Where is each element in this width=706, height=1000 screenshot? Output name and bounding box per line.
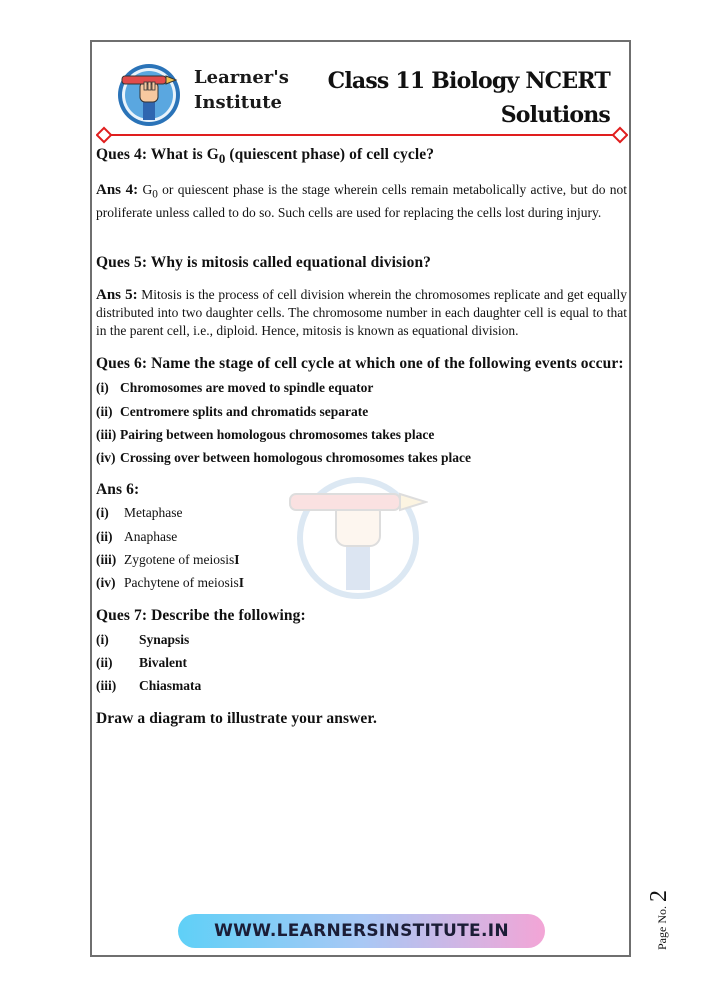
question-7: Ques 7: Describe the following: bbox=[96, 606, 306, 624]
list-item: (ii) Bivalent bbox=[96, 654, 188, 670]
list-item: (iii) Chiasmata bbox=[96, 678, 202, 694]
question-4: Ques 4: What is $G_0$ (quiescent phase) of cell cycle? bbox=[96, 146, 435, 167]
website-link[interactable]: WWW.LEARNERSINSTITUTE.IN bbox=[214, 921, 509, 941]
question-6-items bbox=[96, 376, 627, 469]
content bbox=[96, 140, 627, 728]
question-6: Ques 6: Name the stage of cell cycle at which one of the following events occur: bbox=[96, 355, 624, 373]
list-item: (iv) Crossing over between homologous chromosomes takes place bbox=[96, 450, 471, 466]
answer-6-items bbox=[96, 501, 627, 594]
answer-5: Ans 5: Mitosis is the process of cell division wherein the chromosomes replicate and get equally distributed into two daughter cells. The chromosome number in each daughter cell is equal to that in the parent cell, i.e., diploid. Hence, mitosis is known as equational division. bbox=[96, 286, 628, 338]
list-item: (iv) Pachytene of meiosis I bbox=[96, 575, 244, 591]
question-7-instruction: Draw a diagram to illustrate your answer. bbox=[96, 709, 377, 727]
list-item: (iii) Zygotene of meiosis I bbox=[96, 552, 240, 568]
list-item: (iii) Pairing between homologous chromosomes takes place bbox=[96, 426, 435, 442]
list-item: (ii) Centromere splits and chromatids separate bbox=[96, 403, 369, 419]
answer-6-label: Ans 6: bbox=[96, 481, 140, 499]
answer-4: Ans 4: $G_0$ or quiescent phase is the stage wherein cells remain metabolically active, but do not proliferate unless called to do so. Such cells are used for replacing the cells lost during injury. bbox=[96, 182, 627, 221]
list-item: (i) Chromosomes are moved to spindle equator bbox=[96, 380, 374, 396]
question-5: Ques 5: Why is mitosis called equational division? bbox=[96, 253, 432, 271]
brand-name: Learner's Institute bbox=[194, 67, 289, 113]
page-title: Class 11 Biology NCERT Solutions bbox=[327, 68, 610, 128]
question-7-items bbox=[96, 628, 627, 698]
list-item: (i) Synapsis bbox=[96, 631, 190, 647]
learners-institute-logo bbox=[116, 62, 182, 128]
list-item: (i) Metaphase bbox=[96, 505, 183, 521]
list-item: (ii) Anaphase bbox=[96, 528, 178, 544]
website-banner[interactable] bbox=[178, 914, 545, 948]
page-number: Page No.2 bbox=[646, 890, 672, 950]
